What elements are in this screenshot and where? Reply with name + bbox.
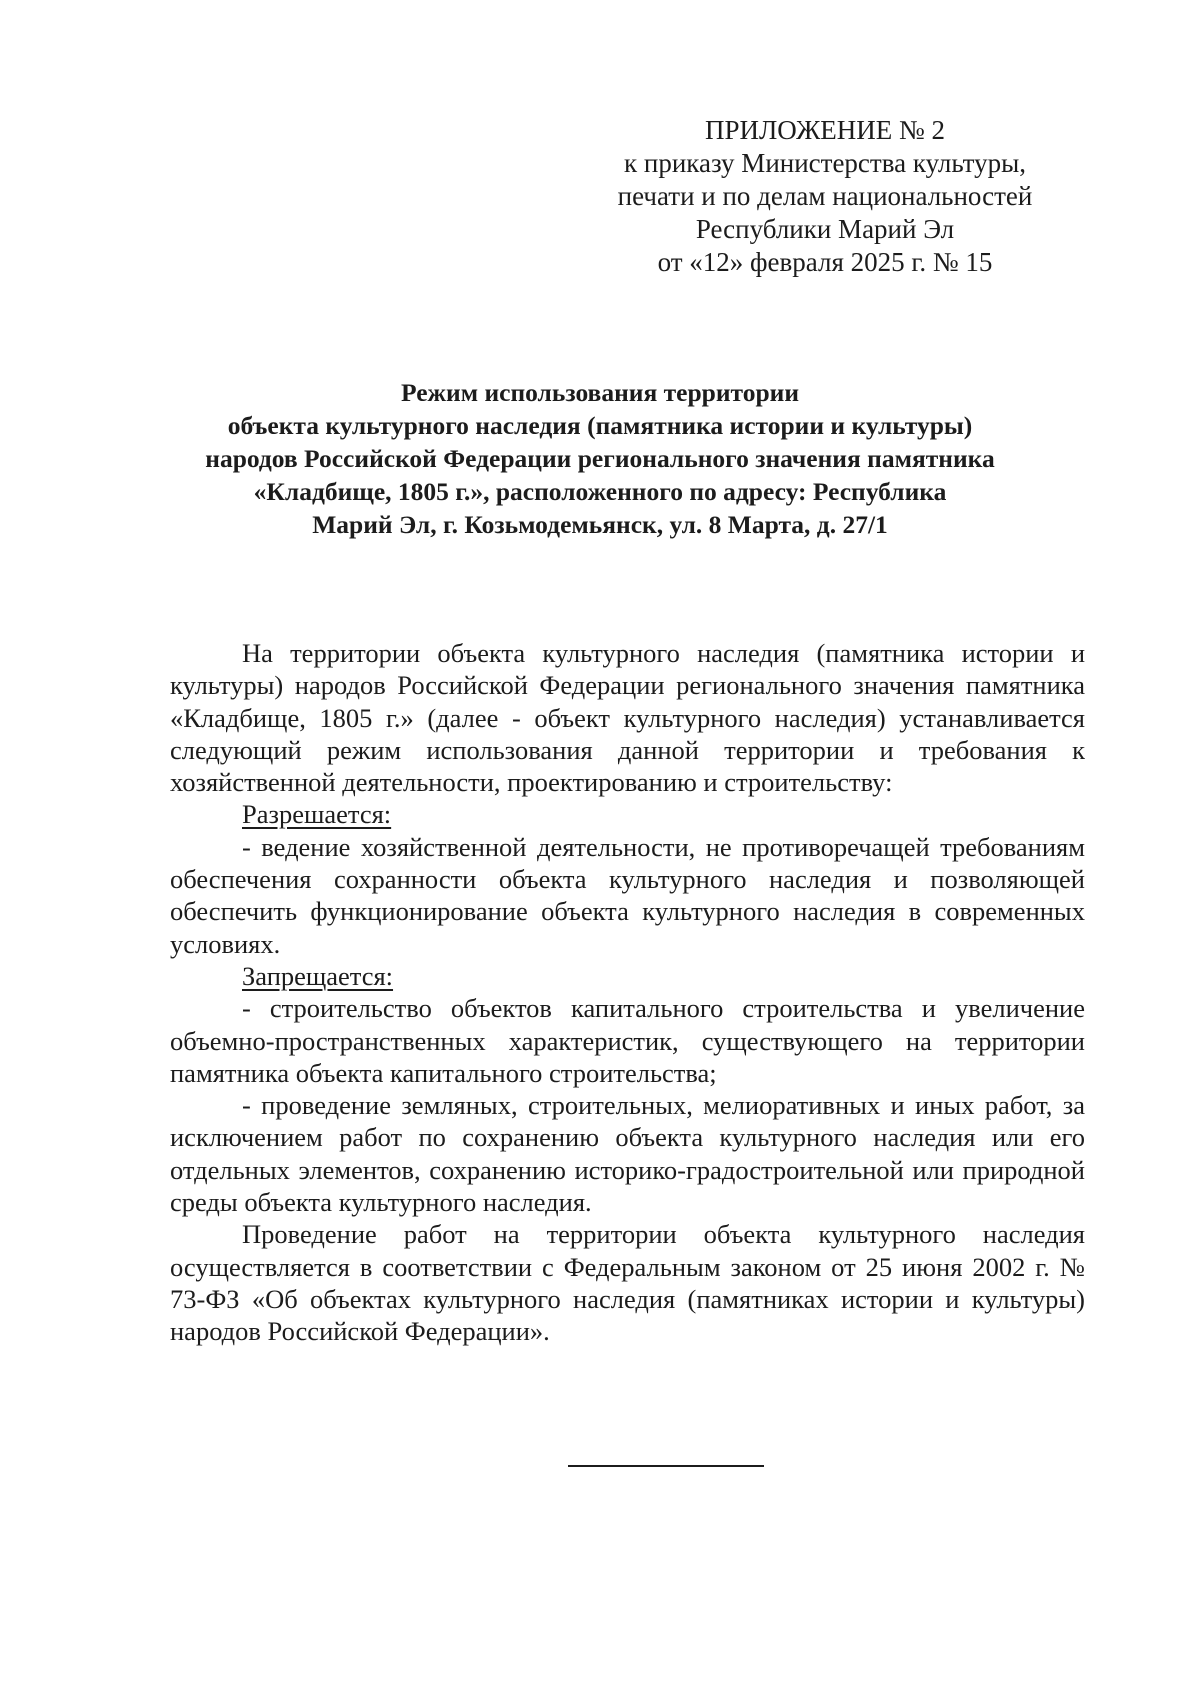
intro-paragraph: На территории объекта культурного наследия (памятника истории и культуры) народов Российской Федерации регионального значения памятника «Кладбище, 1805 г.» (далее - объект культурного наследия) устанавливается следующий режим использования данной территории и требования к хозяйственной деятельности, проектированию и строительству: xyxy=(170,638,1085,798)
closing-paragraph: Проведение работ на территории объекта культурного наследия осуществляется в соответствии с Федеральным законом от 25 июня 2002 г. № 73-ФЗ «Об объектах культурного наследия (памятниках истории и культуры) народов Российской Федерации». xyxy=(170,1219,1085,1347)
allowed-heading-text: Разрешается: xyxy=(242,799,392,830)
appendix-ministry-line: печати и по делам национальностей xyxy=(617,181,1033,211)
forbidden-item: - проведение земляных, строительных, мелиоративных и иных работ, за исключением работ по сохранению объекта культурного наследия или его отдельных элементов, сохранению историко-градостроительной или природной среды объекта культурного наследия. xyxy=(170,1090,1085,1218)
appendix-republic-line: Республики Марий Эл xyxy=(695,214,955,244)
appendix-block xyxy=(560,114,1090,279)
forbidden-item: - строительство объектов капитального строительства и увеличение объемно-пространственных характеристик, существующего на территории памятника объекта капитального строительства; xyxy=(170,993,1085,1088)
end-separator-line xyxy=(568,1465,764,1467)
allowed-item: - ведение хозяйственной деятельности, не противоречащей требованиям обеспечения сохранности объекта культурного наследия и позволяющей обеспечить функционирование объекта культурного наследия в современных условиях. xyxy=(170,831,1085,959)
appendix-number: ПРИЛОЖЕНИЕ № 2 xyxy=(704,115,946,145)
document-title xyxy=(150,376,1050,541)
title-line: объекта культурного наследия (памятника истории и культуры) xyxy=(227,411,973,440)
appendix-order-line: к приказу Министерства культуры, xyxy=(624,148,1026,178)
allowed-heading xyxy=(170,798,1085,830)
appendix-date-line: от «12» февраля 2025 г. № 15 xyxy=(657,247,993,277)
title-line: народов Российской Федерации регионального значения памятника xyxy=(205,444,995,473)
forbidden-heading xyxy=(170,960,1085,992)
title-line: «Кладбище, 1805 г.», расположенного по адресу: Республика xyxy=(253,477,947,506)
title-line: Режим использования территории xyxy=(400,378,800,407)
document-body xyxy=(170,637,1085,1348)
forbidden-heading-text: Запрещается: xyxy=(242,960,394,991)
title-line: Марий Эл, г. Козьмодемьянск, ул. 8 Марта, д. 27/1 xyxy=(312,510,888,539)
